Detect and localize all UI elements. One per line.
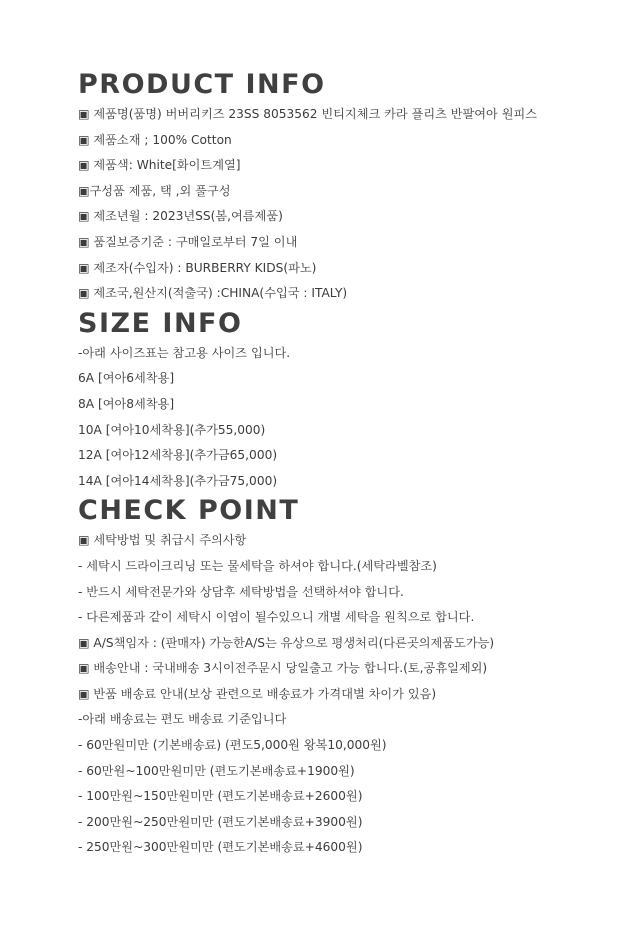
check-point-line: - 60만원미만 (기본배송료) (편도5,000원 왕복10,000원) (78, 738, 387, 753)
product-detail-document (78, 68, 618, 861)
check-point-line: - 60만원~100만원미만 (편도기본배송료+1900원) (78, 763, 355, 778)
size-info-heading: SIZE INFO (78, 307, 243, 339)
size-info-line: 8A [여아8세착용] (78, 396, 175, 411)
check-point-line: - 200만원~250만원미만 (편도기본배송료+3900원) (78, 814, 363, 829)
product-info-line: ▣ 품질보증기준 : 구매일로부터 7일 이내 (78, 234, 298, 249)
check-point-line: - 다른제품과 같이 세탁시 이염이 될수있으니 개별 세탁을 원칙으로 합니다. (78, 610, 475, 625)
check-point-line: - 100만원~150만원미만 (편도기본배송료+2600원) (78, 789, 363, 804)
size-info-line: 14A [여아14세착용](추가금75,000) (78, 473, 278, 488)
product-info-section (78, 68, 618, 307)
size-info-section (78, 307, 618, 495)
check-point-line: -아래 배송료는 편도 배송료 기준입니다 (78, 712, 287, 727)
product-info-line: ▣구성품 제품, 택 ,외 풀구성 (78, 183, 231, 198)
check-point-line: - 세탁시 드라이크리닝 또는 물세탁을 하셔야 합니다.(세탁라벨참조) (78, 558, 437, 573)
check-point-line: ▣ A/S책임자 : (판매자) 가능한A/S는 유상으로 평생처리(다른곳의제품도가능) (78, 635, 495, 650)
check-point-heading: CHECK POINT (78, 495, 300, 527)
size-info-line: 10A [여아10세착용](추가55,000) (78, 422, 266, 437)
check-point-line: ▣ 반품 배송료 안내(보상 관련으로 배송료가 가격대별 차이가 있음) (78, 686, 437, 701)
product-info-line: ▣ 제품명(품명) 버버리키즈 23SS 8053562 빈티지체크 카라 플리츠 반팔여아 원피스 (78, 107, 538, 121)
check-point-line: - 반드시 세탁전문가와 상담후 세탁방법을 선택하셔야 합니다. (78, 584, 404, 599)
product-info-line: ▣ 제품소재 ; 100% Cotton (78, 132, 232, 147)
size-info-line: -아래 사이즈표는 참고용 사이즈 입니다. (78, 345, 291, 360)
check-point-line: ▣ 배송안내 : 국내배송 3시이전주문시 당일출고 가능 합니다.(토,공휴일제외) (78, 661, 488, 676)
size-info-line: 6A [여아6세착용] (78, 371, 175, 386)
check-point-section (78, 494, 618, 861)
product-info-line: ▣ 제조국,원산지(적출국) :CHINA(수입국 : ITALY) (78, 286, 348, 301)
product-info-line: ▣ 제조년월 : 2023년SS(봄,여름제품) (78, 209, 283, 224)
product-info-heading: PRODUCT INFO (78, 69, 326, 100)
check-point-line: ▣ 세탁방법 및 취급시 주의사항 (78, 533, 247, 548)
check-point-line: - 250만원~300만원미만 (편도기본배송료+4600원) (78, 840, 363, 855)
size-info-line: 12A [여아12세착용](추가금65,000) (78, 448, 278, 463)
product-info-line: ▣ 제품색: White[화이트계열] (78, 158, 241, 173)
product-info-line: ▣ 제조자(수입자) : BURBERRY KIDS(파노) (78, 260, 317, 275)
